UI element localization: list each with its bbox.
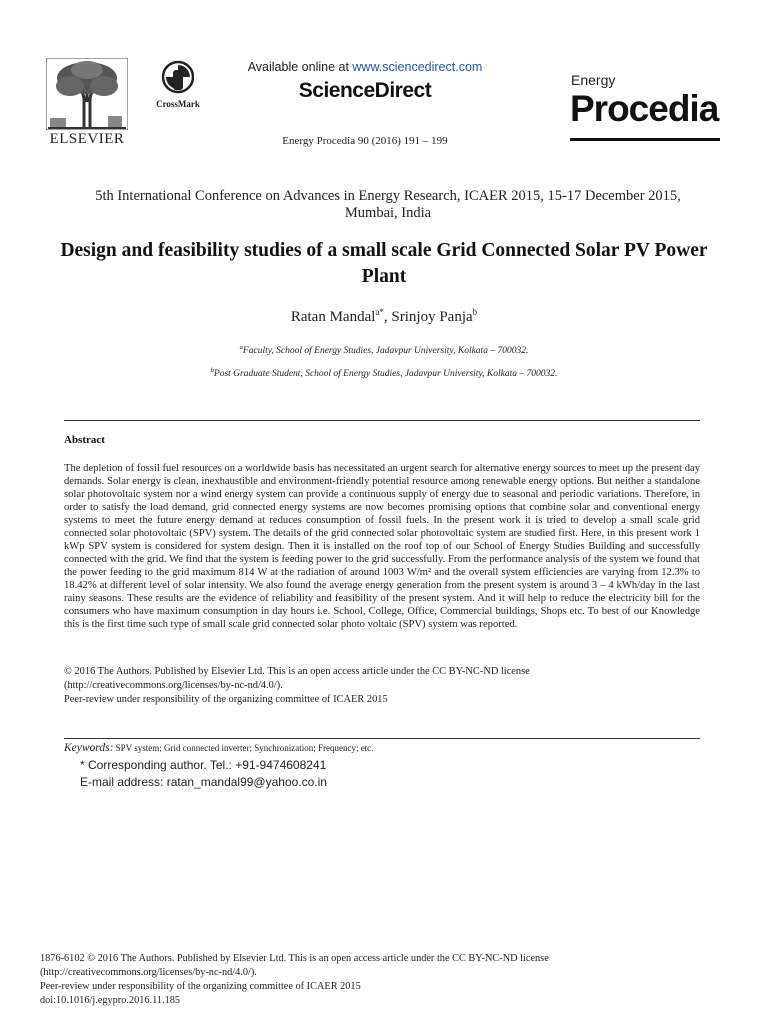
sciencedirect-logo[interactable]: ScienceDirect — [298, 79, 432, 102]
affiliation-mark: b — [210, 367, 214, 374]
license-link[interactable]: (http://creativecommons.org/licenses/by-nc-nd/4.0/). — [64, 680, 283, 691]
available-prefix: Available online at — [247, 60, 353, 74]
abstract-heading: Abstract — [64, 434, 105, 446]
author-name: Ratan Mandal — [290, 309, 376, 325]
journal-logo-bar — [570, 138, 720, 141]
author-name: Srinjoy Panja — [391, 309, 473, 325]
journal-reference: Energy Procedia 90 (2016) 191 – 199 — [282, 135, 448, 147]
affiliation-a — [60, 344, 708, 356]
author-email[interactable]: E-mail address: ratan_mandal99@yahoo.co.in — [80, 775, 327, 789]
copyright-notice: © 2016 The Authors. Published by Elsevier Ltd. This is an open access article under the CC BY-NC-ND license — [64, 666, 530, 677]
conference-line: 5th International Conference on Advances in Energy Research, ICAER 2015, 15-17 December 2015, Mumbai, India — [95, 188, 681, 221]
available-online-line — [200, 60, 530, 74]
journal-logo-big: Procedia — [570, 88, 719, 129]
author-mark: b — [472, 307, 478, 317]
elsevier-logo[interactable] — [40, 58, 134, 150]
author-mark: a* — [375, 307, 384, 317]
footer-issn: 1876-6102 © 2016 The Authors. Published by Elsevier Ltd. This is an open access article under the CC BY-NC-ND license — [40, 953, 549, 964]
crossmark-icon — [162, 60, 194, 100]
author-list — [60, 307, 708, 326]
divider-top — [64, 420, 700, 421]
affiliation-mark: a — [239, 344, 243, 351]
corresponding-author: * Corresponding author. Tel.: +91-9474608241 — [80, 758, 327, 772]
energy-procedia-logo[interactable] — [570, 72, 725, 142]
keywords-items: SPV system; Grid connected inverter; Synchronization; Frequency; etc. — [115, 743, 374, 753]
elsevier-wordmark: ELSEVIER — [49, 131, 125, 147]
abstract-body: The depletion of fossil fuel resources on a worldwide basis has necessitated an urgent search for alternative energy sources to meet up the present day demands. Solar energy is clean, inexhaustible and environment-friendly potential resource among renewable energy options. But neither a standalone solar photovoltaic system nor a wind energy system can provide a continuous supply of energy due to seasonal and periodic variations. Therefore, in order to satisfy the load demand, grid connected energy systems are now becomes promising options that combine solar and conventional energy systems to meet the future energy demand at reduces consumption of fossil fuels. In the present work it is tried to develop a small scale grid connected solar photovoltaic (SPV) system. The details of the grid connected solar photovoltaic system are studied first. Here, in this present work 1 kWp SPV system is considered for system design. Then it is installed on the roof top of our School of Energy Studies Building and successfully connected with the grid. We find that the system is feeding power to the grid successfully. From the performance analysis of the system we found that the power feeding to the grid maximum 814 W at the radiation of around 1003 W/m² and the overall system efficiencies are varying from 12.3% to 18.42% at different level of solar intensity. We also found the average energy generation from the present system is around 3 – 4 kWh/day in the last rainy seasons. These results are the evidence of reliability and feasibility of the present system. And it will help to reduce the electricity bill for the consumers who have maximum consumption in day hours i.e. School, College, Office, Commercial buildings, Shops etc. To best of our Knowledge this is the first time such type of small scale grid connected solar photo voltaic (SPV) system was reported. — [64, 463, 700, 630]
affiliation-text: Post Graduate Student, School of Energy Studies, Jadavpur University, Kolkata – 700032. — [213, 369, 558, 380]
footer-peer-review: Peer-review under responsibility of the organizing committee of ICAER 2015 — [40, 981, 361, 992]
journal-logo-small: Energy — [571, 72, 616, 88]
elsevier-tree-logo-icon — [46, 58, 128, 130]
author-separator: , — [383, 309, 392, 325]
divider-bottom — [64, 738, 700, 739]
affiliation-b — [60, 367, 708, 379]
footer-license-link[interactable]: (http://creativecommons.org/licenses/by-nc-nd/4.0/). — [40, 967, 257, 978]
paper-title: Design and feasibility studies of a small scale Grid Connected Solar PV Power Plant — [60, 240, 708, 287]
affiliation-text: Faculty, School of Energy Studies, Jadavpur University, Kolkata – 700032. — [242, 346, 529, 357]
peer-review-note: Peer-review under responsibility of the organizing committee of ICAER 2015 — [64, 694, 388, 705]
footer-doi[interactable]: doi:10.1016/j.egypro.2016.11.185 — [40, 995, 181, 1006]
keywords-label: Keywords: — [64, 742, 114, 754]
crossmark-label: CrossMark — [156, 99, 200, 109]
keywords-line — [64, 742, 373, 754]
sciencedirect-link[interactable]: www.sciencedirect.com — [352, 60, 483, 74]
crossmark-badge[interactable] — [148, 60, 208, 116]
